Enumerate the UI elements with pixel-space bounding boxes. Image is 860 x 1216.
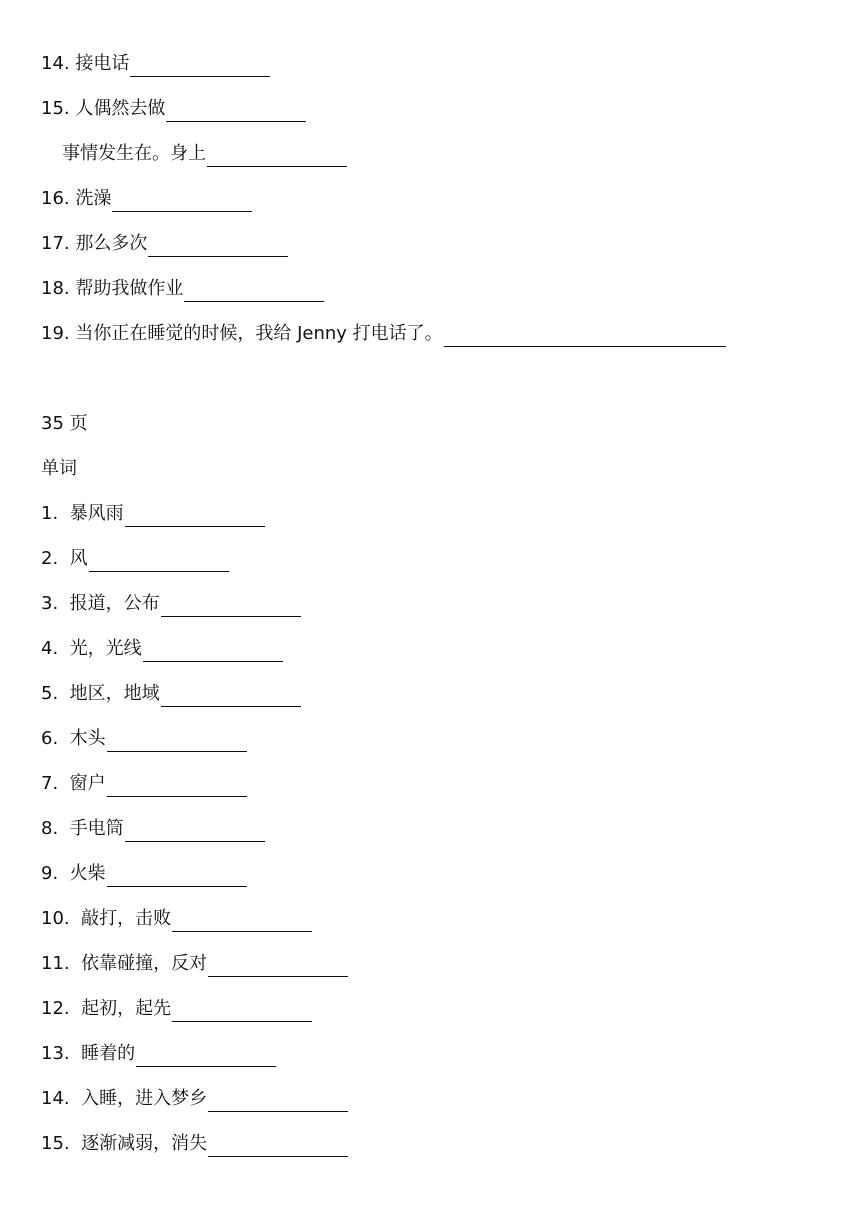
item-text: 接电话 xyxy=(75,53,130,74)
item-number: 1. xyxy=(41,503,59,524)
item-number: 16. xyxy=(41,188,70,209)
page-number-label: 35 页 xyxy=(41,413,88,434)
item-number: 15. xyxy=(41,1133,70,1154)
phrase-item xyxy=(41,51,270,77)
vocab-item xyxy=(41,546,229,572)
item-number: 3. xyxy=(41,593,59,614)
answer-blank xyxy=(208,1091,348,1112)
item-text: 入睡，进入梦乡 xyxy=(81,1088,208,1109)
item-text: 窗户 xyxy=(69,773,106,794)
answer-blank xyxy=(161,596,301,617)
answer-blank xyxy=(166,101,306,122)
answer-blank xyxy=(107,866,247,887)
vocab-item xyxy=(41,771,247,797)
item-text: 洗澡 xyxy=(75,188,112,209)
phrase-item xyxy=(41,96,306,122)
answer-blank xyxy=(148,236,288,257)
vocab-item xyxy=(41,636,283,662)
answer-blank xyxy=(130,56,270,77)
vocab-item xyxy=(41,501,265,527)
item-text: 木头 xyxy=(69,728,106,749)
vocab-item xyxy=(41,861,247,887)
item-number: 10. xyxy=(41,908,70,929)
vocab-item xyxy=(41,951,348,977)
item-number: 7. xyxy=(41,773,59,794)
item-text: 暴风雨 xyxy=(69,503,124,524)
vocab-item xyxy=(41,681,301,707)
phrase-item xyxy=(41,276,324,302)
item-number: 5. xyxy=(41,683,59,704)
vocab-item xyxy=(41,726,247,752)
item-text: 手电筒 xyxy=(69,818,124,839)
answer-blank xyxy=(125,821,265,842)
item-text: 人偶然去做 xyxy=(75,98,166,119)
item-number: 4. xyxy=(41,638,59,659)
item-number: 14. xyxy=(41,1088,70,1109)
item-text: 逐渐减弱，消失 xyxy=(81,1133,208,1154)
vocab-item xyxy=(41,816,265,842)
vocab-item xyxy=(41,906,312,932)
item-number: 18. xyxy=(41,278,70,299)
item-text: 火柴 xyxy=(69,863,106,884)
answer-blank xyxy=(89,551,229,572)
answer-blank xyxy=(172,1001,312,1022)
answer-blank xyxy=(444,326,726,347)
sentence-item xyxy=(41,321,726,347)
item-text: 事情发生在。身上 xyxy=(62,143,206,164)
item-text: 光，光线 xyxy=(69,638,142,659)
answer-blank xyxy=(161,686,301,707)
answer-blank xyxy=(184,281,324,302)
item-text: 依靠碰撞，反对 xyxy=(81,953,208,974)
vocab-item xyxy=(41,591,301,617)
item-text: 当你正在睡觉的时候，我给 Jenny 打电话了。 xyxy=(75,323,443,344)
phrase-item xyxy=(41,231,288,257)
item-number: 17. xyxy=(41,233,70,254)
answer-blank xyxy=(208,956,348,977)
item-text: 风 xyxy=(69,548,88,569)
answer-blank xyxy=(172,911,312,932)
item-text: 报道，公布 xyxy=(69,593,160,614)
item-text: 那么多次 xyxy=(75,233,148,254)
answer-blank xyxy=(143,641,283,662)
item-number: 15. xyxy=(41,98,70,119)
answer-blank xyxy=(136,1046,276,1067)
vocab-item xyxy=(41,1131,348,1157)
item-text: 地区，地域 xyxy=(69,683,160,704)
item-number: 13. xyxy=(41,1043,70,1064)
vocab-item xyxy=(41,1086,348,1112)
item-number: 6. xyxy=(41,728,59,749)
item-number: 12. xyxy=(41,998,70,1019)
item-number: 9. xyxy=(41,863,59,884)
answer-blank xyxy=(112,191,252,212)
vocab-item xyxy=(41,1041,276,1067)
item-text: 敲打，击败 xyxy=(81,908,172,929)
item-text: 帮助我做作业 xyxy=(75,278,184,299)
item-number: 2. xyxy=(41,548,59,569)
answer-blank xyxy=(107,776,247,797)
answer-blank xyxy=(107,731,247,752)
item-text: 起初，起先 xyxy=(81,998,172,1019)
item-text: 睡着的 xyxy=(81,1043,136,1064)
answer-blank xyxy=(207,146,347,167)
phrase-item xyxy=(41,186,252,212)
vocab-item xyxy=(41,996,312,1022)
answer-blank xyxy=(208,1136,348,1157)
item-number: 8. xyxy=(41,818,59,839)
phrase-item xyxy=(62,141,347,167)
item-number: 19. xyxy=(41,323,70,344)
item-number: 14. xyxy=(41,53,70,74)
section-heading: 单词 xyxy=(41,458,77,479)
answer-blank xyxy=(125,506,265,527)
item-number: 11. xyxy=(41,953,70,974)
